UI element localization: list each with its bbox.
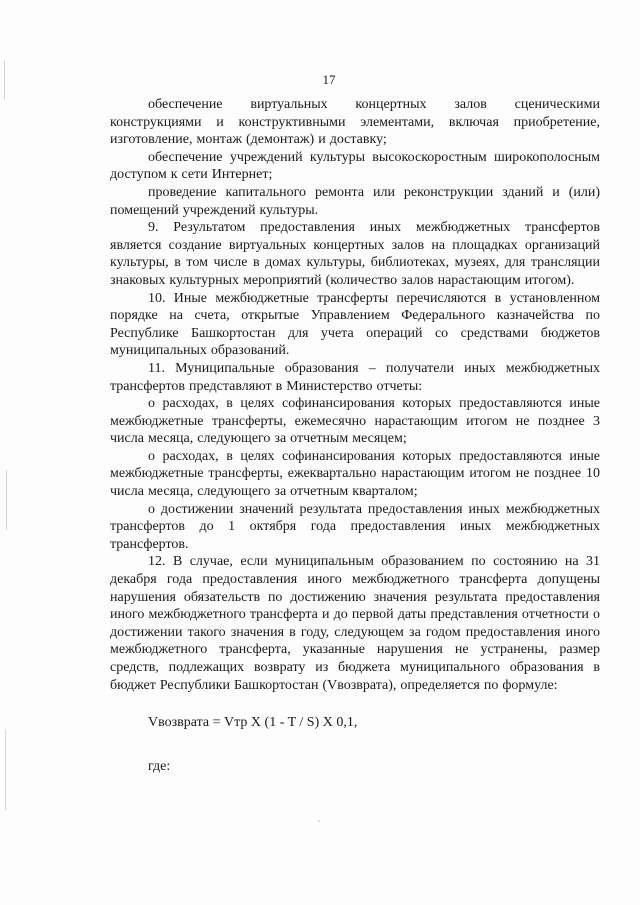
paragraph: обеспечение виртуальных концертных залов сценическими конструкциями и конструктивными элементами, включая приобретение, изготовление, монтаж (демонтаж) и доставку;: [110, 97, 600, 148]
paragraph: о расходах, в целях софинансирования которых предоставляются иные межбюджетные трансферты, ежеквартально нарастающим итогом не позднее 10 числа месяца, следующего за отчетным кварталом;: [110, 448, 600, 500]
scan-speck: [318, 820, 320, 822]
paragraph: проведение капитального ремонта или реконструкции зданий и (или) помещений учреждений культуры.: [110, 184, 600, 218]
paragraph: 10. Иные межбюджетные трансферты перечисляются в установленном порядке на счета, открытые Управлением Федерального казначейства по Республике Башкортостан для учета операций со средствами бюджетов муниципальных образований.: [110, 290, 600, 359]
page-number: 17: [322, 72, 336, 87]
formula: Vвозврата = Vтр X (1 - T / S) X 0,1,: [148, 715, 358, 731]
where-label: где:: [148, 758, 171, 774]
paragraph: обеспечение учреждений культуры высокоскоростным широкополосным доступом к сети Интернет;: [110, 149, 600, 183]
paragraph: 11. Муниципальные образования – получатели иных межбюджетных трансфертов представляют в Министерство отчеты:: [110, 360, 600, 394]
paragraph: 12. В случае, если муниципальным образованием по состоянию на 31 декабря года предоставления иного межбюджетного трансферта допущены нарушения обязательств по достижению значения результата предоставления иного межбюджетного трансферта и до первой даты представления отчетности о достижении такого значения в году, следующем за годом предоставления иного межбюджетного трансферта, указанные нарушения не устранены, размер средств, подлежащих возврату из бюджета муниципального образования в бюджет Республики Башкортостан (Vвозврата), определяется по формуле:: [110, 554, 600, 693]
scan-artifact: [6, 470, 7, 530]
paragraph: о расходах, в целях софинансирования которых предоставляются иные межбюджетные трансферты, ежемесячно нарастающим итогом не позднее 3 числа месяца, следующего за отчетным месяцем;: [110, 396, 600, 447]
document-body: [110, 96, 600, 775]
scan-artifact: [5, 730, 6, 810]
paragraph: 9. Результатом предоставления иных межбюджетных трансфертов является создание виртуальных концертных залов на площадках организаций культуры, в том числе в домах культуры, библиотеках, музеях, для трансляции знаковых культурных мероприятий (количество залов нарастающим итогом).: [110, 220, 600, 288]
paragraph: о достижении значений результата предоставления иных межбюджетных трансфертов до 1 октября года предоставления иных межбюджетных трансфертов.: [110, 501, 600, 552]
